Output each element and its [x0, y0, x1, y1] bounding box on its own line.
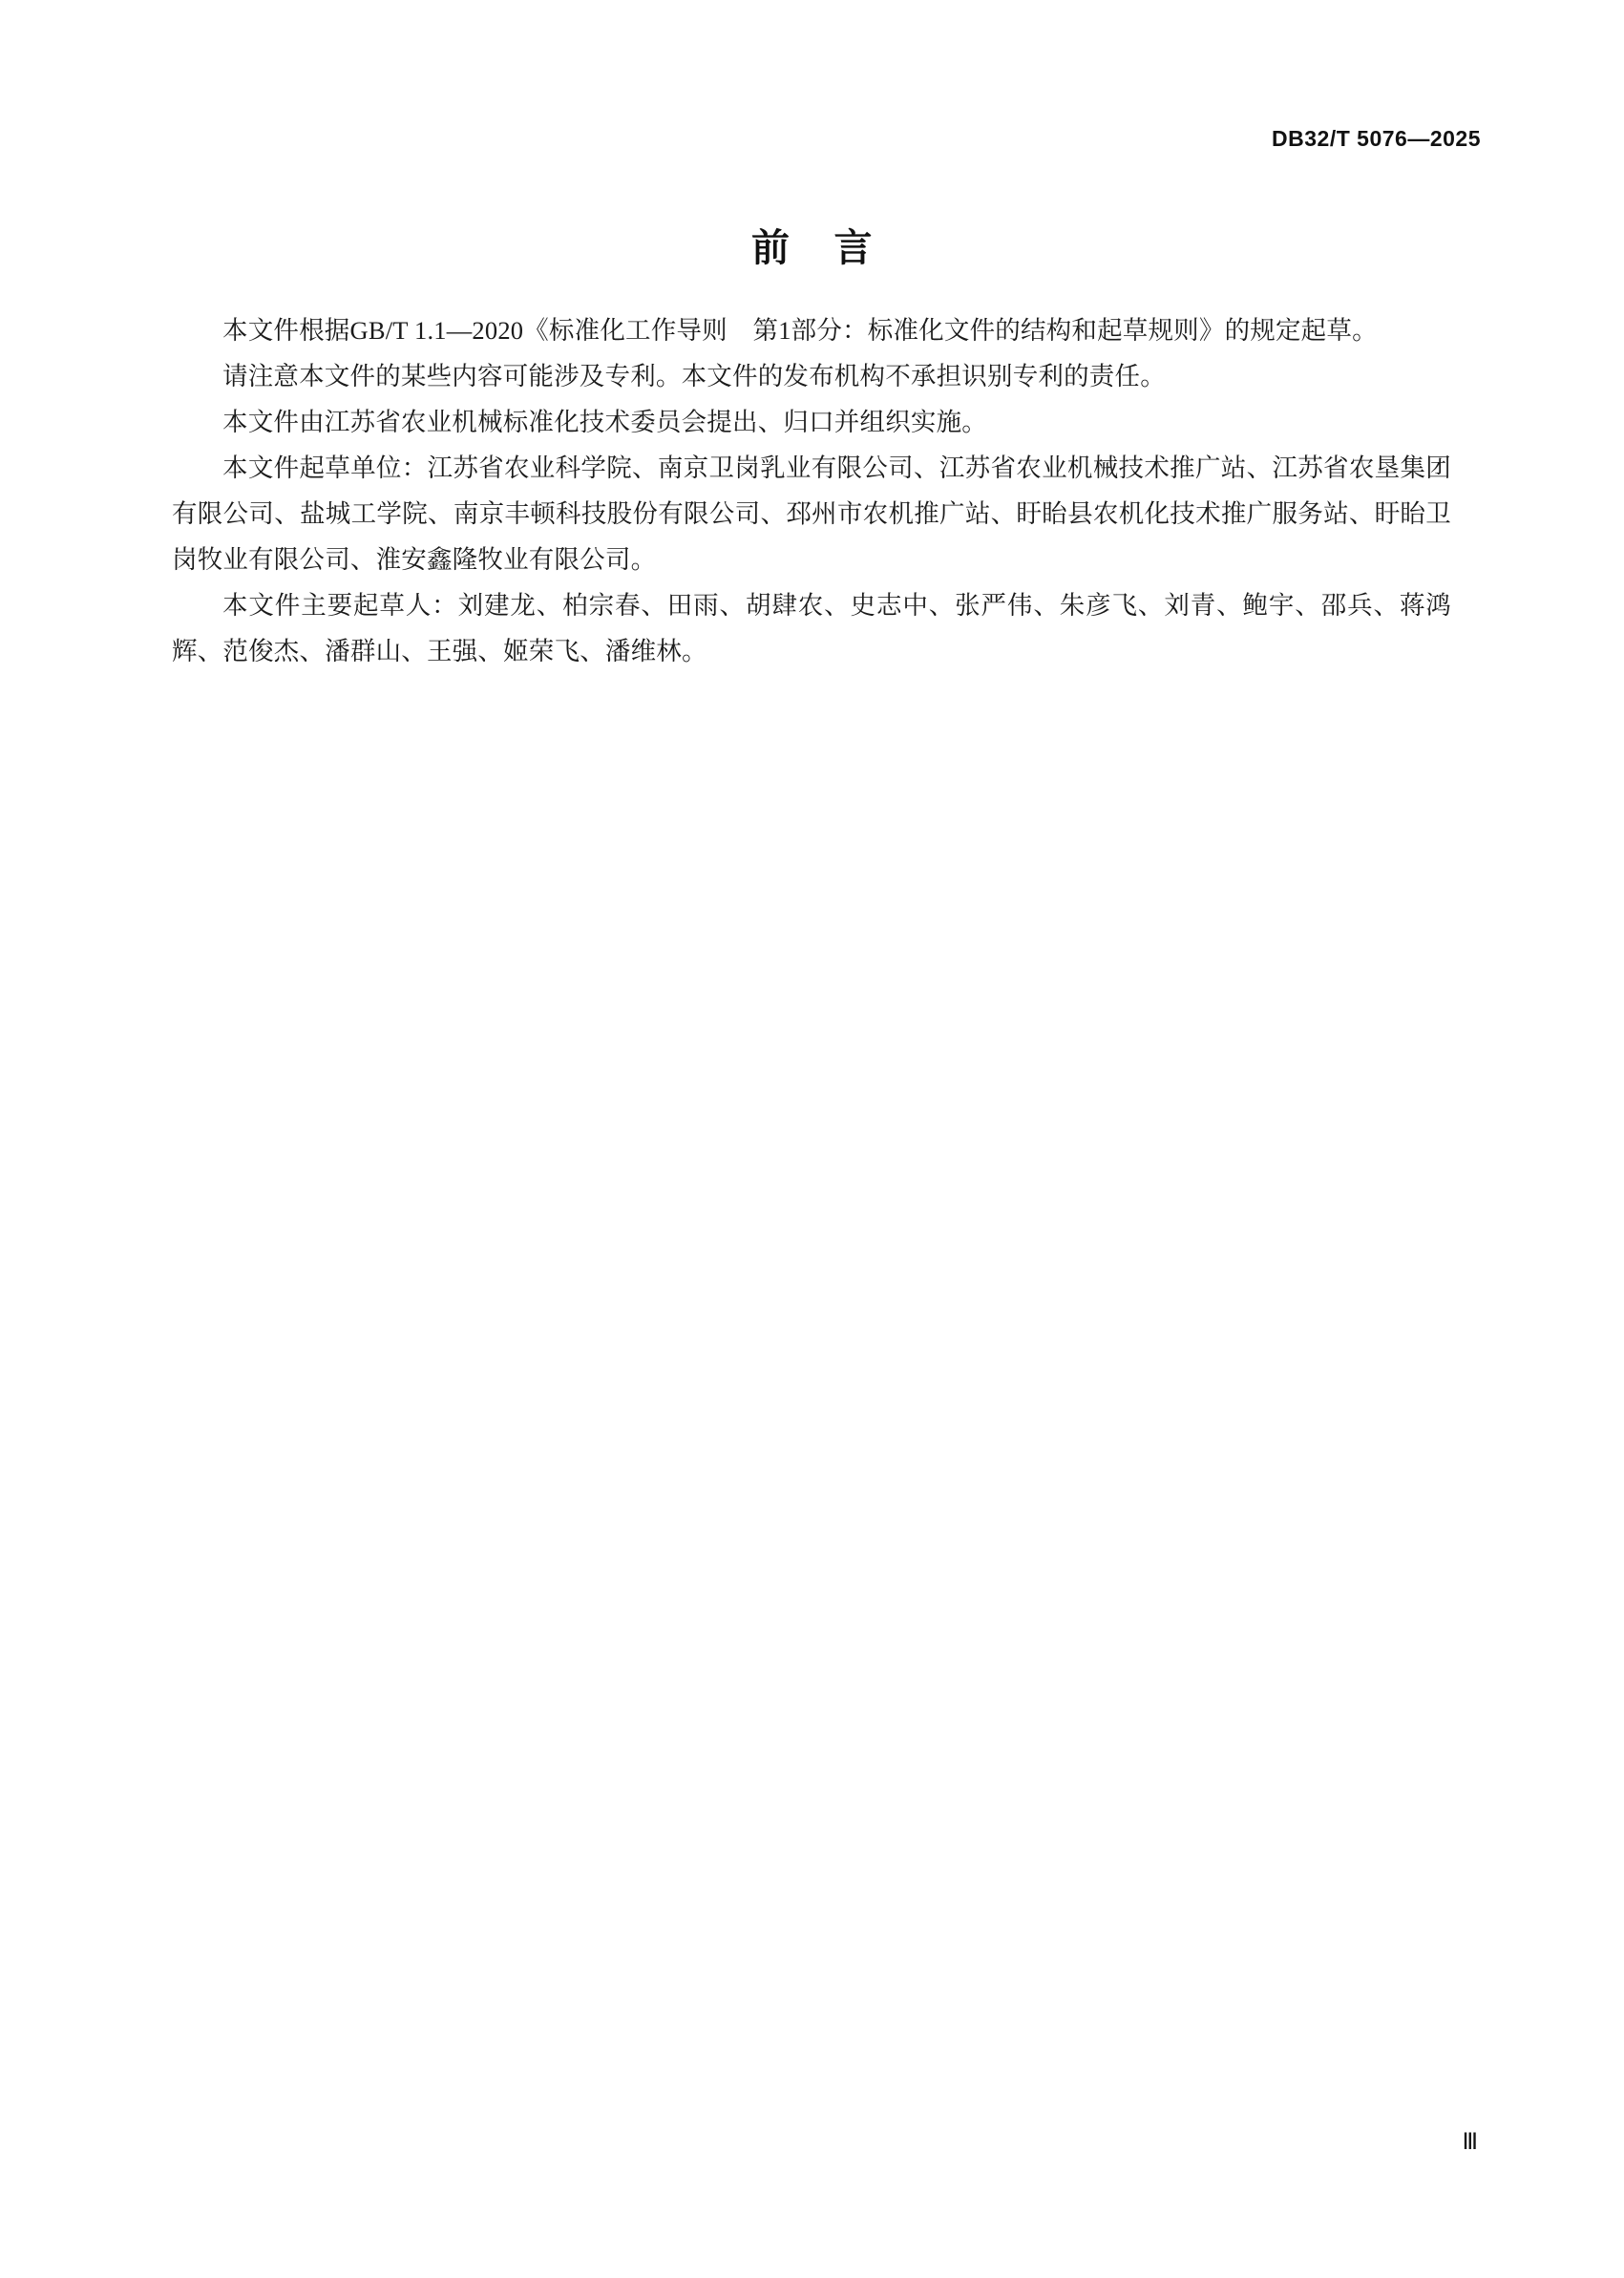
foreword-paragraph: 本文件起草单位：江苏省农业科学院、南京卫岗乳业有限公司、江苏省农业机械技术推广站、江苏省农垦集团有限公司、盐城工学院、南京丰顿科技股份有限公司、邳州市农机推广站、盱眙县农机化技术推广服务站、盱眙卫岗牧业有限公司、淮安鑫隆牧业有限公司。: [172, 453, 1451, 574]
page-title: [0, 218, 1624, 272]
page-title-char-2: 言: [833, 226, 873, 269]
foreword-paragraph: 本文件根据GB/T 1.1—2020《标准化工作导则 第1部分：标准化文件的结构和起草规则》的规定起草。: [222, 316, 1378, 345]
page-number: Ⅲ: [1462, 2130, 1479, 2155]
page-header-standard-number: DB32/T 5076—2025: [1272, 126, 1481, 151]
page-title-char-1: 前: [751, 226, 791, 269]
foreword-paragraph: 请注意本文件的某些内容可能涉及专利。本文件的发布机构不承担识别专利的责任。: [222, 362, 1166, 390]
foreword-paragraph: 本文件主要起草人：刘建龙、柏宗春、田雨、胡肆农、史志中、张严伟、朱彦飞、刘青、鲍宇、邵兵、蒋鸿辉、范俊杰、潘群山、王强、姬荣飞、潘维林。: [172, 591, 1451, 665]
foreword-body: [172, 307, 1451, 674]
foreword-paragraph: 本文件由江苏省农业机械标准化技术委员会提出、归口并组织实施。: [222, 408, 987, 436]
